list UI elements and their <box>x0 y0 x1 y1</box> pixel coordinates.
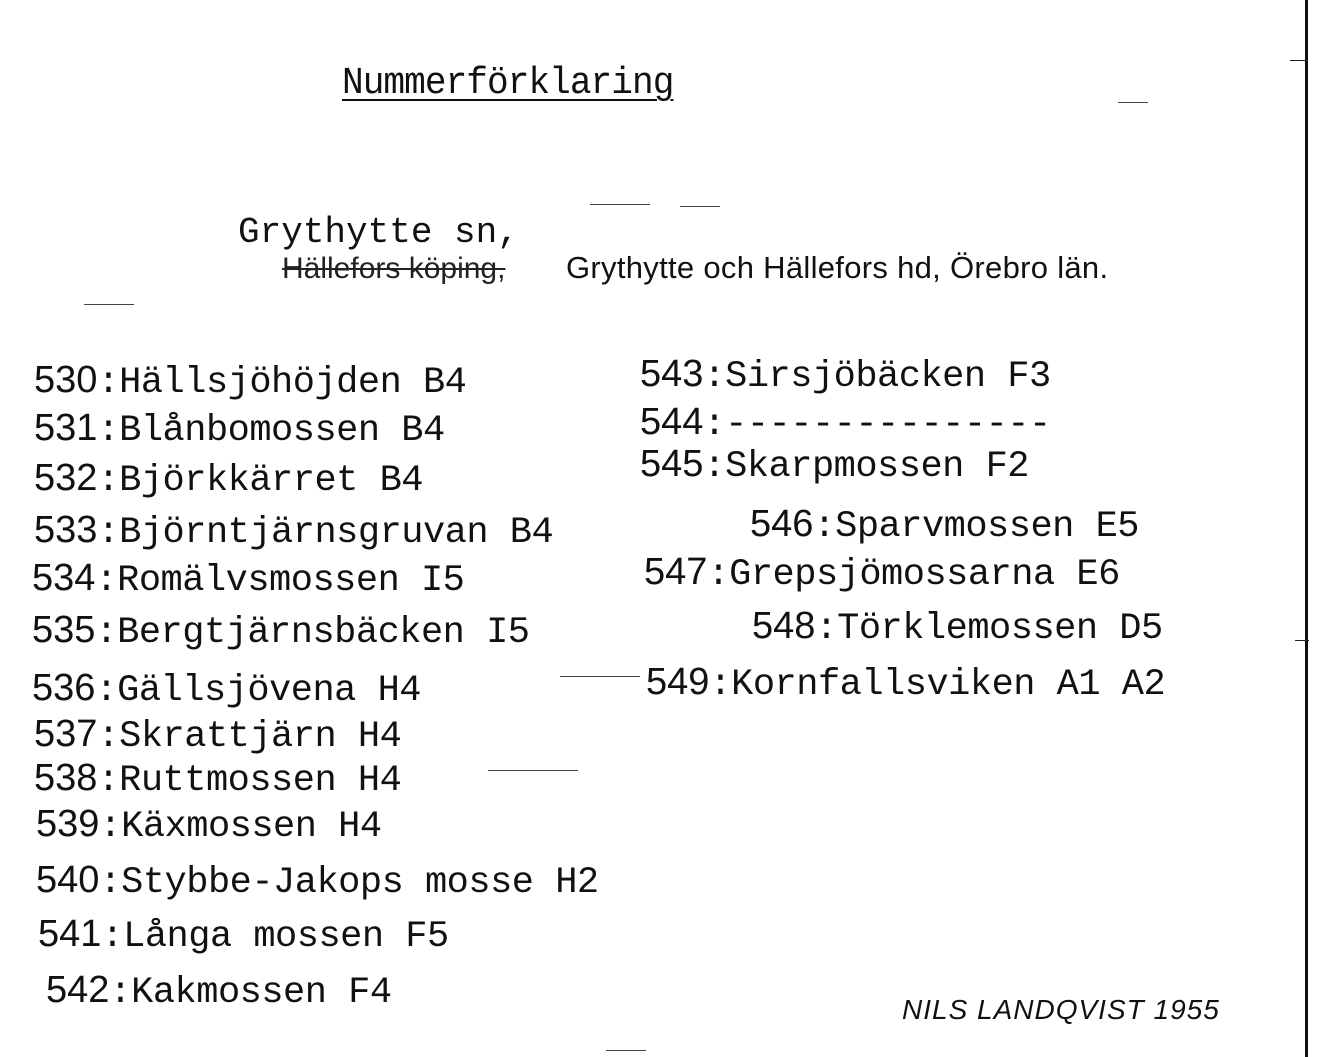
scan-speck <box>606 1050 646 1051</box>
entry-531: 531:Blånbomossen B4 <box>34 407 445 452</box>
parish-name: Grythytte sn, <box>238 212 519 253</box>
entry-543: 543:Sirsjöbäcken F3 <box>640 353 1051 398</box>
parish-struck-text: Hällefors köping, <box>282 252 506 285</box>
scan-speck <box>488 770 578 771</box>
document-title: Nummerförklaring <box>342 62 674 105</box>
entry-535: 535:Bergtjärnsbäcken I5 <box>32 609 530 654</box>
scan-speck <box>84 304 134 305</box>
scan-speck <box>560 676 640 677</box>
entry-536: 536:Gällsjövena H4 <box>32 667 421 712</box>
scan-speck <box>680 206 720 207</box>
page-edge <box>1305 0 1308 1057</box>
scan-speck <box>1118 102 1148 103</box>
entry-545: 545:Skarpmossen F2 <box>640 443 1029 488</box>
entry-548: 548:Törklemossen D5 <box>752 605 1163 650</box>
edge-mark <box>1290 60 1308 61</box>
entry-538: 538:Ruttmossen H4 <box>34 757 402 802</box>
entry-541: 541:Långa mossen F5 <box>38 913 449 958</box>
entry-549: 549:Kornfallsviken A1 A2 <box>646 661 1166 706</box>
entry-540: 540:Stybbe-Jakops mosse H2 <box>36 859 599 904</box>
entry-530: 530:Hällsjöhöjden B4 <box>34 359 467 404</box>
author-signature: NILS LANDQVIST 1955 <box>902 994 1220 1025</box>
entry-546: 546:Sparvmossen E5 <box>750 503 1139 548</box>
entry-533: 533:Björntjärnsgruvan B4 <box>34 509 554 554</box>
entry-539: 539:Käxmossen H4 <box>36 803 382 848</box>
entry-547: 547:Grepsjömossarna E6 <box>644 551 1120 596</box>
entry-542: 542:Kakmossen F4 <box>46 969 392 1014</box>
entry-537: 537:Skrattjärn H4 <box>34 713 402 758</box>
entry-532: 532:Björkkärret B4 <box>34 457 423 502</box>
entry-534: 534:Romälvsmossen I5 <box>32 557 465 602</box>
parish-district: Grythytte och Hällefors hd, Örebro län. <box>566 250 1109 285</box>
entry-544: 544:--------------- <box>640 401 1051 446</box>
edge-mark <box>1295 640 1309 641</box>
scan-speck <box>590 204 650 205</box>
